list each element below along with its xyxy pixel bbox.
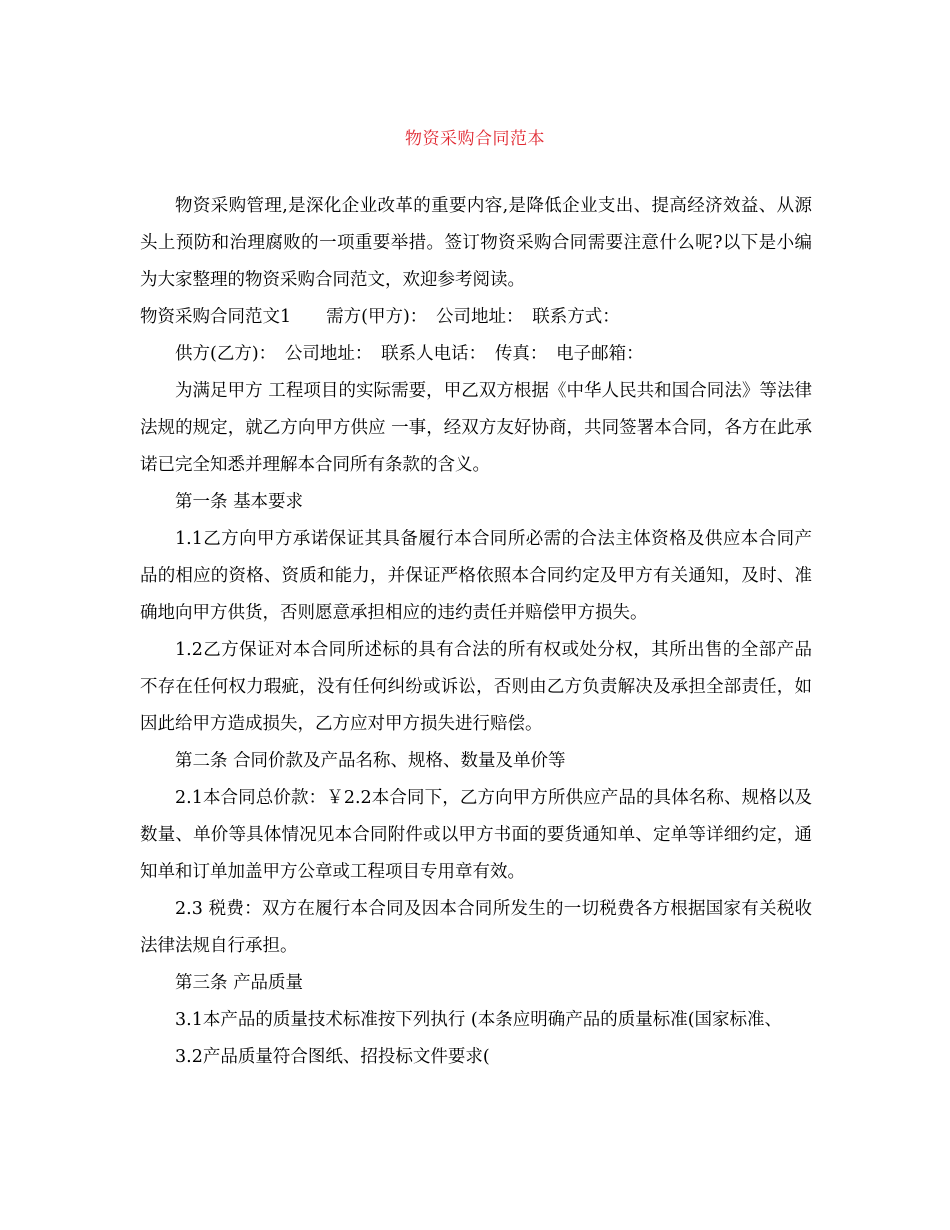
- sample-heading-line: 物资采购合同范文1 需方(甲方)： 公司地址： 联系方式：: [140, 307, 620, 327]
- document-title: 物资采购合同范本: [405, 129, 545, 149]
- article-2-heading: 第二条 合同价款及产品名称、规格、数量及单价等: [175, 751, 566, 771]
- article-3-heading: 第三条 产品质量: [175, 973, 304, 993]
- article-1-heading: 第一条 基本要求: [175, 492, 304, 512]
- intro-paragraph: 物资采购管理,是深化企业改革的重要内容,是降低企业支出、提高经济效益、从源头上预防和治理腐败的一项重要举措。签订物资采购合同需要注意什么呢?以下是小编为大家整理的物资采购合同范文，欢迎参考阅读。: [140, 196, 812, 290]
- clause-2-1: 2.1本合同总价款：￥2.2本合同下，乙方向甲方所供应产品的具体名称、规格以及数量、单价等具体情况见本合同附件或以甲方书面的要货通知单、定单等详细约定，通知单和订单加盖甲方公章或工程项目专用章有效。: [140, 788, 812, 882]
- clause-3-1: 3.1本产品的质量技术标准按下列执行 (本条应明确产品的质量标准(国家标准、: [175, 1010, 783, 1030]
- clause-2-3: 2.3 税费：双方在履行本合同及因本合同所发生的一切税费各方根据国家有关税收法律法规自行承担。: [140, 899, 812, 956]
- clause-1-1: 1.1乙方向甲方承诺保证其具备履行本合同所必需的合法主体资格及供应本合同产品的相应的资格、资质和能力，并保证严格依照本合同约定及甲方有关通知，及时、准确地向甲方供货，否则愿意承担相应的违约责任并赔偿甲方损失。: [140, 529, 812, 623]
- clause-3-2: 3.2产品质量符合图纸、招投标文件要求(: [175, 1047, 490, 1067]
- clause-1-2: 1.2乙方保证对本合同所述标的具有合法的所有权或处分权，其所出售的全部产品不存在任何权力瑕疵，没有任何纠纷或诉讼，否则由乙方负责解决及承担全部责任，如因此给甲方造成损失，乙方应对甲方损失进行赔偿。: [140, 640, 812, 734]
- document-body: [140, 188, 812, 1076]
- preamble-paragraph: 为满足甲方 工程项目的实际需要，甲乙双方根据《中华人民共和国合同法》等法律法规的规定，就乙方向甲方供应 一事，经双方友好协商，共同签署本合同，各方在此承诺已完全知悉并理解本合同所有条款的含义。: [140, 381, 812, 475]
- supplier-line: 供方(乙方)： 公司地址： 联系人电话： 传真： 电子邮箱：: [175, 344, 644, 364]
